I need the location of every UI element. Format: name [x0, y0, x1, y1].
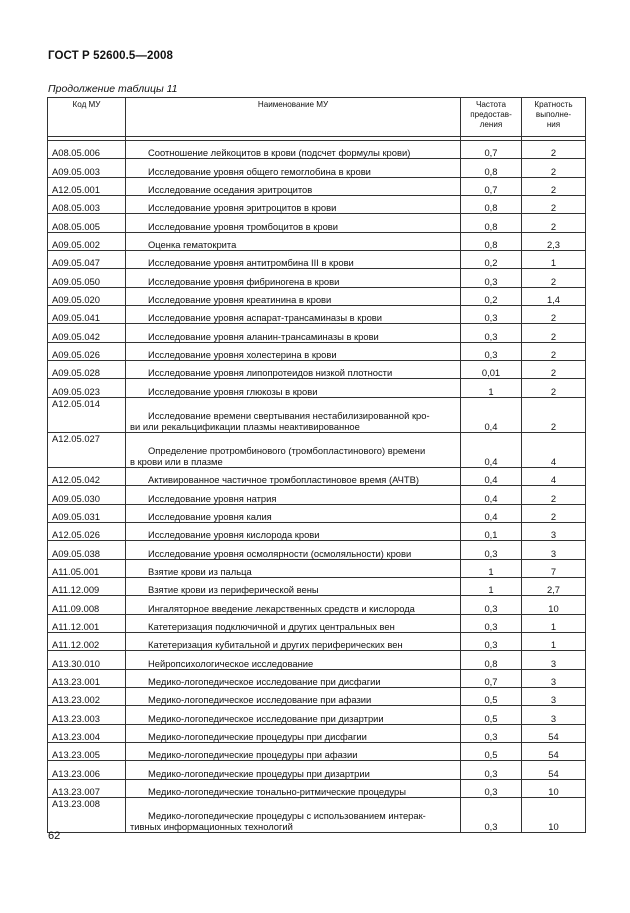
service-name-cell: Исследование уровня липопротеидов низкой плотности [126, 361, 461, 379]
service-name-cell: Активированное частичное тромбопластиновое время (АЧТВ) [126, 467, 461, 485]
service-name-line: Определение протромбинового (тромбопластинового) времени [148, 444, 426, 456]
service-name-cell: Исследование уровня фибриногена в крови [126, 269, 461, 287]
frequency-cell: 0,3 [461, 632, 522, 650]
service-name-cell: Исследование уровня антитромбина III в крови [126, 251, 461, 269]
multiplicity-cell: 2 [522, 269, 586, 287]
multiplicity-cell: 10 [522, 798, 586, 833]
frequency-cell: 1 [461, 577, 522, 595]
service-name-cell: Оценка гематокрита [126, 232, 461, 250]
frequency-cell: 0,3 [461, 342, 522, 360]
service-name-cell: Соотношение лейкоцитов в крови (подсчет формулы крови) [126, 141, 461, 159]
multiplicity-cell: 2 [522, 504, 586, 522]
frequency-cell: 0,5 [461, 706, 522, 724]
column-header-multiplicity-line: Кратность [534, 100, 573, 109]
table-row [48, 486, 586, 504]
table-row [48, 798, 586, 833]
table-row [48, 342, 586, 360]
frequency-cell: 0,2 [461, 251, 522, 269]
frequency-cell: 0,4 [461, 486, 522, 504]
service-code-cell: A09.05.020 [48, 287, 126, 305]
service-code-cell: A12.05.042 [48, 467, 126, 485]
frequency-cell: 0,4 [461, 432, 522, 467]
service-name-cell: Взятие крови из пальца [126, 559, 461, 577]
frequency-cell: 0,01 [461, 361, 522, 379]
service-code-cell: A09.05.028 [48, 361, 126, 379]
service-code-cell: A08.05.005 [48, 214, 126, 232]
service-name-line: ви или рекальцификации плазмы неактивированное [130, 420, 360, 432]
table-row [48, 141, 586, 159]
multiplicity-cell: 54 [522, 742, 586, 760]
service-name-line: в крови или в плазме [130, 455, 223, 467]
multiplicity-cell: 10 [522, 596, 586, 614]
column-header-frequency [461, 98, 522, 137]
table-caption: Продолжение таблицы 11 [48, 83, 178, 95]
service-name-line: Медико-логопедические процедуры с использованием интерак- [148, 810, 426, 821]
table-row [48, 614, 586, 632]
table-row [48, 159, 586, 177]
multiplicity-cell: 10 [522, 779, 586, 797]
service-code-cell: A11.12.002 [48, 632, 126, 650]
table-row [48, 177, 586, 195]
table-row [48, 324, 586, 342]
frequency-cell: 0,3 [461, 269, 522, 287]
column-header-frequency-line: ления [479, 120, 503, 129]
document-title: ГОСТ Р 52600.5—2008 [48, 50, 173, 62]
frequency-cell: 0,3 [461, 724, 522, 742]
multiplicity-cell: 54 [522, 761, 586, 779]
frequency-cell: 0,3 [461, 324, 522, 342]
service-code-cell: A13.23.003 [48, 706, 126, 724]
multiplicity-cell: 2,7 [522, 577, 586, 595]
table-row [48, 504, 586, 522]
frequency-cell: 0,3 [461, 596, 522, 614]
table-row [48, 467, 586, 485]
multiplicity-cell: 2 [522, 342, 586, 360]
frequency-cell: 0,5 [461, 742, 522, 760]
frequency-cell: 1 [461, 559, 522, 577]
service-name-cell: Медико-логопедические процедуры при дисфагии [126, 724, 461, 742]
service-name-line: тивных информационных технологий [130, 821, 293, 832]
page-number: 62 [48, 830, 61, 842]
frequency-cell: 0,7 [461, 669, 522, 687]
table-row [48, 761, 586, 779]
service-code-cell: A09.05.047 [48, 251, 126, 269]
service-name-cell: Исследование уровня тромбоцитов в крови [126, 214, 461, 232]
multiplicity-cell: 7 [522, 559, 586, 577]
frequency-cell: 0,3 [461, 541, 522, 559]
service-code-cell: A13.23.008 [48, 798, 126, 833]
service-name-cell: Медико-логопедические процедуры при афазии [126, 742, 461, 760]
multiplicity-cell: 2 [522, 159, 586, 177]
table-row [48, 306, 586, 324]
multiplicity-cell: 2 [522, 486, 586, 504]
frequency-cell: 0,3 [461, 779, 522, 797]
frequency-cell: 0,3 [461, 798, 522, 833]
service-name-cell [126, 798, 461, 833]
multiplicity-cell: 2 [522, 196, 586, 214]
frequency-cell: 0,4 [461, 504, 522, 522]
table-row [48, 232, 586, 250]
service-code-cell: A09.05.038 [48, 541, 126, 559]
service-code-cell: A09.05.003 [48, 159, 126, 177]
multiplicity-cell: 2 [522, 306, 586, 324]
service-code-cell: A09.05.042 [48, 324, 126, 342]
service-name-cell [126, 397, 461, 432]
frequency-cell: 0,1 [461, 522, 522, 540]
table-row [48, 779, 586, 797]
frequency-cell: 0,3 [461, 306, 522, 324]
service-code-cell: A08.05.003 [48, 196, 126, 214]
multiplicity-cell: 2 [522, 141, 586, 159]
multiplicity-cell: 4 [522, 432, 586, 467]
service-name-cell: Медико-логопедическое исследование при дисфагии [126, 669, 461, 687]
column-header-name: Наименование МУ [126, 98, 461, 137]
service-code-cell: A11.12.009 [48, 577, 126, 595]
service-code-cell: A09.05.031 [48, 504, 126, 522]
multiplicity-cell: 2 [522, 324, 586, 342]
table-row [48, 397, 586, 432]
service-name-cell: Взятие крови из периферической вены [126, 577, 461, 595]
frequency-cell: 0,8 [461, 651, 522, 669]
service-code-cell: A09.05.002 [48, 232, 126, 250]
service-code-cell: A09.05.023 [48, 379, 126, 397]
multiplicity-cell: 2 [522, 177, 586, 195]
service-code-cell: A12.05.001 [48, 177, 126, 195]
service-name-cell: Медико-логопедическое исследование при афазии [126, 687, 461, 705]
service-name-cell: Исследование оседания эритроцитов [126, 177, 461, 195]
frequency-cell: 1 [461, 379, 522, 397]
multiplicity-cell: 3 [522, 669, 586, 687]
service-code-cell: A09.05.041 [48, 306, 126, 324]
multiplicity-cell: 1 [522, 251, 586, 269]
service-name-cell: Исследование уровня аланин-трансаминазы в крови [126, 324, 461, 342]
table-row [48, 379, 586, 397]
table-row [48, 432, 586, 467]
service-name-cell: Исследование уровня креатинина в крови [126, 287, 461, 305]
frequency-cell: 0,4 [461, 397, 522, 432]
service-code-cell: A09.05.050 [48, 269, 126, 287]
table-row [48, 596, 586, 614]
service-name-line: Исследование времени свертывания нестабилизированной кро- [148, 409, 430, 421]
services-table [47, 97, 586, 833]
multiplicity-cell: 2 [522, 379, 586, 397]
service-name-cell: Исследование уровня калия [126, 504, 461, 522]
table-row [48, 559, 586, 577]
service-code-cell: A12.05.014 [48, 397, 126, 432]
service-name-cell: Ингаляторное введение лекарственных средств и кислорода [126, 596, 461, 614]
service-name-cell: Катетеризация кубитальной и других периферических вен [126, 632, 461, 650]
service-name-cell [126, 432, 461, 467]
table-row [48, 251, 586, 269]
column-header-multiplicity-line: выполне- [535, 110, 572, 119]
service-code-cell: A08.05.006 [48, 141, 126, 159]
column-header-code: Код МУ [48, 98, 126, 137]
multiplicity-cell: 54 [522, 724, 586, 742]
table-body [48, 141, 586, 833]
table-header [48, 98, 586, 141]
multiplicity-cell: 1 [522, 632, 586, 650]
table-row [48, 632, 586, 650]
table-row [48, 361, 586, 379]
multiplicity-cell: 3 [522, 522, 586, 540]
table-row [48, 742, 586, 760]
service-code-cell: A13.23.002 [48, 687, 126, 705]
service-code-cell: A11.05.001 [48, 559, 126, 577]
service-code-cell: A13.30.010 [48, 651, 126, 669]
frequency-cell: 0,3 [461, 614, 522, 632]
table-row [48, 269, 586, 287]
service-code-cell: A11.12.001 [48, 614, 126, 632]
table-row [48, 541, 586, 559]
table-row [48, 577, 586, 595]
frequency-cell: 0,8 [461, 196, 522, 214]
service-code-cell: A11.09.008 [48, 596, 126, 614]
frequency-cell: 0,7 [461, 177, 522, 195]
service-code-cell: A13.23.005 [48, 742, 126, 760]
frequency-cell: 0,7 [461, 141, 522, 159]
multiplicity-cell: 2,3 [522, 232, 586, 250]
table-row [48, 706, 586, 724]
service-code-cell: A09.05.030 [48, 486, 126, 504]
service-name-cell: Исследование уровня эритроцитов в крови [126, 196, 461, 214]
service-name-cell: Катетеризация подключичной и других центральных вен [126, 614, 461, 632]
column-header-frequency-line: Частота [476, 100, 506, 109]
multiplicity-cell: 2 [522, 361, 586, 379]
frequency-cell: 0,5 [461, 687, 522, 705]
service-name-cell: Исследование уровня натрия [126, 486, 461, 504]
table-row [48, 287, 586, 305]
service-code-cell: A09.05.026 [48, 342, 126, 360]
service-name-cell: Исследование уровня холестерина в крови [126, 342, 461, 360]
column-header-multiplicity-line: ния [546, 120, 561, 129]
service-name-cell: Исследование уровня аспарат-трансаминазы в крови [126, 306, 461, 324]
service-code-cell: A13.23.007 [48, 779, 126, 797]
multiplicity-cell: 2 [522, 214, 586, 232]
service-name-cell: Исследование уровня осмолярности (осмоляльности) крови [126, 541, 461, 559]
multiplicity-cell: 3 [522, 541, 586, 559]
table-row [48, 651, 586, 669]
service-name-cell: Медико-логопедическое исследование при дизартрии [126, 706, 461, 724]
multiplicity-cell: 1 [522, 614, 586, 632]
column-header-multiplicity [522, 98, 586, 137]
frequency-cell: 0,2 [461, 287, 522, 305]
service-code-cell: A13.23.001 [48, 669, 126, 687]
service-name-cell: Исследование уровня кислорода крови [126, 522, 461, 540]
table-row [48, 522, 586, 540]
service-code-cell: A13.23.006 [48, 761, 126, 779]
multiplicity-cell: 4 [522, 467, 586, 485]
multiplicity-cell: 1,4 [522, 287, 586, 305]
service-name-cell: Медико-логопедические процедуры при дизартрии [126, 761, 461, 779]
multiplicity-cell: 2 [522, 397, 586, 432]
frequency-cell: 0,8 [461, 214, 522, 232]
frequency-cell: 0,8 [461, 232, 522, 250]
multiplicity-cell: 3 [522, 651, 586, 669]
service-name-cell: Исследование уровня общего гемоглобина в крови [126, 159, 461, 177]
service-code-cell: A12.05.026 [48, 522, 126, 540]
table-row [48, 214, 586, 232]
multiplicity-cell: 3 [522, 687, 586, 705]
frequency-cell: 0,3 [461, 761, 522, 779]
service-code-cell: A13.23.004 [48, 724, 126, 742]
column-header-frequency-line: предостав- [470, 110, 512, 119]
service-name-cell: Исследование уровня глюкозы в крови [126, 379, 461, 397]
table-row [48, 724, 586, 742]
service-code-cell: A12.05.027 [48, 432, 126, 467]
multiplicity-cell: 3 [522, 706, 586, 724]
table-row [48, 669, 586, 687]
service-name-cell: Нейропсихологическое исследование [126, 651, 461, 669]
frequency-cell: 0,8 [461, 159, 522, 177]
table-row [48, 196, 586, 214]
service-name-cell: Медико-логопедические тонально-ритмические процедуры [126, 779, 461, 797]
frequency-cell: 0,4 [461, 467, 522, 485]
table-row [48, 687, 586, 705]
